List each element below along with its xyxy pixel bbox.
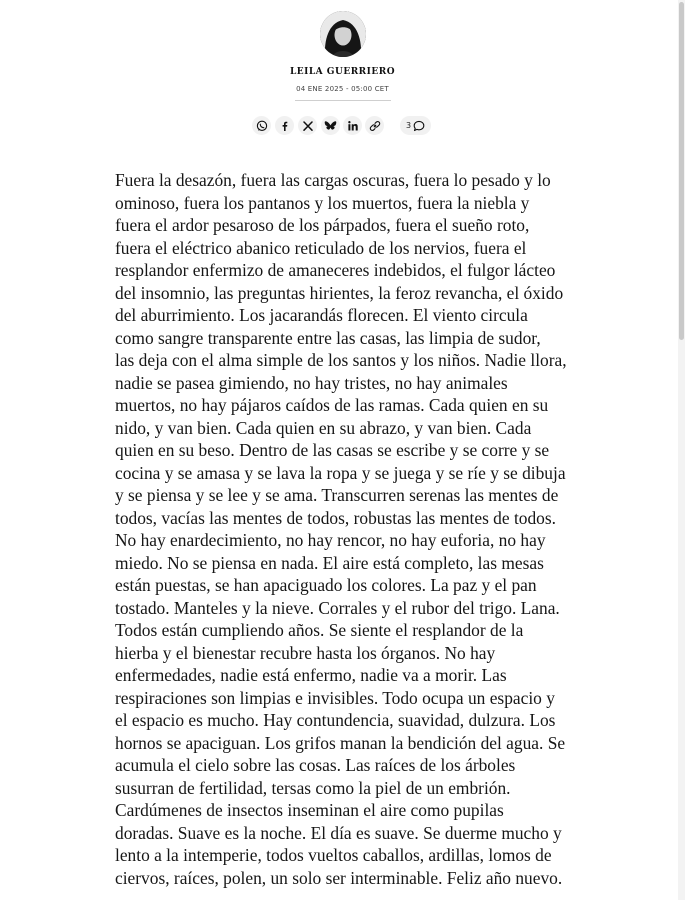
article-line: susurran de fertilidad, tersas como la piel de un embrión. (115, 777, 511, 798)
article-line: nadie se pasea gimiendo, no hay tristes, no hay animales (115, 372, 508, 393)
article-line: ominoso, fuera los pantanos y los muertos, fuera la niebla y (115, 192, 530, 213)
comment-count: 3 (406, 121, 412, 130)
author-name[interactable]: LEILA GUERRIERO (289, 67, 396, 77)
share-toolbar (0, 116, 685, 136)
article-line: las deja con el alma simple de los santos y los niños. Nadie llora, (115, 350, 567, 370)
article-line: como sangre transparente entre las casas, las limpia de sudor, (115, 327, 541, 348)
article-line: lento a la intemperie, todos vueltos caballos, ardillas, lomos de (115, 845, 552, 865)
author-photo (320, 11, 366, 57)
share-x-button[interactable] (298, 116, 317, 135)
article-line: y se piensa y se lee y se ama. Transcurren serenas las mentes de (115, 485, 559, 505)
linkedin-icon (347, 120, 359, 132)
byline-divider (295, 100, 391, 101)
publish-date: 04 ENE 2025 - 05:00 CET (296, 85, 389, 93)
article-line: No hay enardecimiento, no hay rencor, no hay euforia, no hay (115, 530, 546, 550)
share-linkedin-button[interactable] (343, 116, 362, 135)
article-line: cocina y se amasa y se lava la ropa y se juega y se ríe y se dibuja (115, 462, 566, 483)
article-line: quien en su beso. Dentro de las casas se escribe y se corre y se (115, 440, 550, 460)
article-line: hierba y el bienestar recubre hasta los órganos. No hay (115, 642, 496, 663)
article-line: miedo. No se piensa en nada. El aire está completo, las mesas (115, 552, 544, 573)
article-line: resplandor enfermizo de amaneceres indebidos, el fulgor lácteo (115, 260, 556, 280)
bluesky-icon (324, 120, 337, 132)
article-line: del aburrimiento. Los jacarandás florecen. El viento circula (115, 305, 528, 325)
article-line: nido, y van bien. Cada quien en su abrazo, y van bien. Cada (115, 417, 532, 438)
article-line: muertos, no hay pájaros caídos de las ramas. Cada quien en su (115, 395, 549, 415)
share-whatsapp-button[interactable] (252, 116, 271, 135)
article-line: hornos se apaciguan. Los grifos manan la bendición del agua. Se (115, 732, 566, 753)
article-line: fuera el ardor pesaroso de los párpados, fuera el sueño roto, (115, 215, 530, 235)
article-line: acumula el cielo sobre las cosas. Las raíces de los árboles (115, 755, 516, 775)
article-line: ciervos, raíces, polen, un solo ser interminable. Feliz año nuevo. (115, 867, 563, 888)
share-facebook-button[interactable] (275, 116, 294, 135)
article-line: enfermedades, nadie está enfermo, nadie va a morir. Las (115, 665, 507, 685)
article-line: están puestas, se han apaciguado los colores. La paz y el pan (115, 575, 537, 595)
article-line: tostado. Manteles y la nieve. Corrales y el rubor del trigo. Lana. (115, 597, 560, 618)
x-icon (302, 120, 314, 132)
article-line: respiraciones son limpias e invisibles. Todo ocupa un espacio y (115, 687, 555, 708)
facebook-icon (279, 120, 291, 132)
article-line: Todos están cumpliendo años. Se siente el resplandor de la (115, 620, 524, 640)
article-line: doradas. Suave es la noche. El día es suave. Se duerme mucho y (115, 822, 562, 843)
avatar[interactable] (320, 11, 366, 57)
article-line: fuera el eléctrico abanico reticulado de los nervios, fuera el (115, 237, 527, 258)
comment-bubble-icon (413, 120, 425, 132)
article-line: Cardúmenes de insectos inseminan el aire como pupilas (115, 800, 504, 820)
article-line: del insomnio, las preguntas hirientes, la feroz revancha, el óxido (115, 282, 564, 303)
copy-link-button[interactable] (365, 116, 384, 135)
whatsapp-icon (256, 120, 268, 132)
article-line: el espacio es mucho. Hay contundencia, suavidad, dulzura. Los (115, 710, 556, 730)
link-icon (369, 120, 381, 132)
article-line: Fuera la desazón, fuera las cargas oscuras, fuera lo pesado y lo (115, 170, 551, 190)
article-line: todos, vacías las mentes de todos, robustas las mentes de todos. (115, 507, 556, 528)
share-bluesky-button[interactable] (321, 116, 340, 135)
byline (0, 11, 685, 101)
comments-button[interactable] (400, 116, 431, 135)
article-body (115, 169, 575, 889)
